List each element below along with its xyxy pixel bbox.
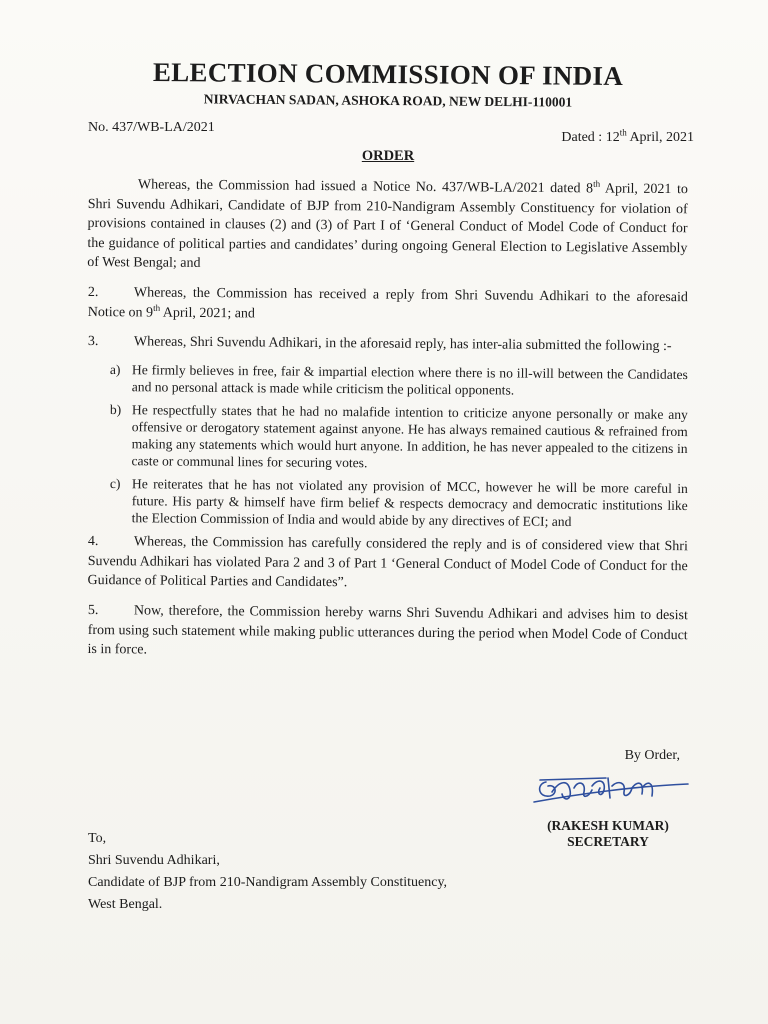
letterhead-address: NIRVACHAN SADAN, ASHOKA ROAD, NEW DELHI-110001 — [203, 91, 573, 110]
addressee-line-2: Candidate of BJP from 210-Nandigram Assembly Constituency, — [88, 875, 448, 890]
order-heading: ORDER — [361, 148, 415, 164]
reference-line — [88, 120, 694, 145]
paragraph-3: 3. Whereas, Shri Suvendu Adhikari, in the aforesaid reply, has inter-alia submitted the following :- — [87, 333, 672, 354]
signatory-name: (RAKESH KUMAR) — [547, 818, 669, 833]
list-item: b) He respectfully states that he had no malafide intention to criticize anyone personally or make any offensive or derogatory statement against anyone. He has always remained cautious & refrained from making any statements which would hurt anyone. In addition, he has never appealed to the citizens in caste or communal lines for securing votes. — [109, 401, 688, 471]
paragraph-1: Whereas, the Commission had issued a Notice No. 437/WB-LA/2021 dated 8th April, 2021 to Shri Suvendu Adhikari, Candidate of BJP from 210-Nandigram Assembly Constituency for violation of provisions contained in clauses (2) and (3) of Part I of ‘General Conduct of Model Code of Conduct for the guidance of political parties and candidates’ during ongoing General Election to Legislative Assembly of West Bengal; and — [87, 177, 688, 271]
order-date: Dated : 12th April, 2021 — [561, 127, 694, 145]
addressee-line-3: West Bengal. — [88, 897, 163, 912]
paragraph-4: 4. Whereas, the Commission has carefully considered the reply and is of considered view that Shri Suvendu Adhikari has violated Para 2 and 3 of Part 1 ‘General Conduct of Model Code of Conduct for the Guidance of Political Parties and Candidates”. — [87, 533, 688, 591]
reference-number: No. 437/WB-LA/2021 — [88, 120, 215, 135]
list-item: c) He reiterates that he has not violated any provision of MCC, however he will be more careful in future. His party & himself have firm belief & respects democracy and democratic institutions like the Election Commission of India and would abide by any directives of ECI; and — [109, 475, 688, 530]
to-label: To, — [88, 831, 107, 846]
letterhead-title: ELECTION COMMISSION OF INDIA — [152, 56, 624, 92]
paragraph-5: 5. Now, therefore, the Commission hereby warns Shri Suvendu Adhikari and advises him to desist from using such statement while making public utterances during the period when Model Code of Conduct is in force. — [87, 602, 688, 658]
paragraph-2: 2. Whereas, the Commission has received a reply from Shri Suvendu Adhikari to the aforesaid Notice on 9th April, 2021; and — [87, 284, 688, 321]
submission-list — [88, 361, 688, 530]
addressee-block — [88, 828, 447, 916]
by-order-label: By Order, — [624, 748, 680, 763]
handwritten-signature-icon — [528, 764, 698, 814]
addressee-name: Shri Suvendu Adhikari, — [88, 853, 220, 868]
signatory-designation: SECRETARY — [567, 834, 649, 849]
order-sheet — [87, 56, 694, 912]
list-item: a) He firmly believes in free, fair & impartial election where there is no ill-will between the Candidates and no personal attack is made while criticism the political opponents. — [109, 361, 688, 398]
signature-block — [528, 748, 688, 850]
